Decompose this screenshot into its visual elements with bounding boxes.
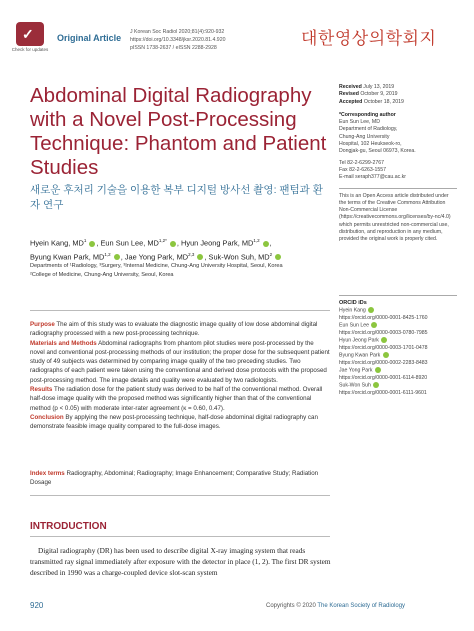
corr-label: *Corresponding author — [339, 111, 396, 118]
corr-line: Dongjak-gu, Seoul 06973, Korea. — [339, 148, 416, 155]
orcid-name: Hyein Kang — [339, 307, 366, 314]
abstract-conclusion-label: Conclusion — [30, 413, 64, 421]
abstract-results: The radiation dose for the patient study was derived to be half of the conventional method. Overall half-dose image quality with the proposed method was significantly higher than that of the conventional method (p < 0.05) with moderate inter-rater agreement (κ = 0.60, 0.47). — [30, 386, 323, 412]
index-terms-label: Index terms — [30, 470, 65, 477]
revised-date: October 9, 2019 — [360, 91, 398, 98]
divider — [339, 188, 457, 189]
article-sidebar — [339, 84, 457, 244]
orcid-name: Byung Kwan Park — [339, 352, 381, 359]
orcid-title: ORCID iDs — [339, 300, 367, 306]
article-title: Abdominal Digital Radiography with a Novel Post-Processing Technique: Phantom and Patient Studies — [30, 84, 327, 179]
author-list: Hyein Kang, $MD^1$ , Eun Sun Lee, $MD^{1,2*}$ , Hyun Jeong Park, MD$^{1,2}$ , Byung Kwan Park, MD$^{1,2}$ , Jae Yong Park, MD$^{2,3}$ , Suk-Won Suh, $MD^2$ — [30, 235, 330, 263]
author-name: Hyun Jeong Park, MD — [181, 238, 254, 248]
author-name: Eun Sun Lee, MD — [100, 238, 159, 248]
copyright-prefix: Copyrights © 2020 — [266, 603, 316, 609]
orcid-icon[interactable] — [371, 322, 377, 328]
author-name: Suk-Won Suh, MD — [208, 252, 270, 262]
corresponding-author — [339, 112, 457, 182]
corr-line: Chung-Ang University — [339, 133, 390, 140]
license-text: This is an Open Access article distributed under the terms of the Creative Commons Attribution Non-Commercial License (https://creativecommons.org/licenses/by-nc/4.0) which permits unrestricted non-commercial use, distribution, and reproduction in any medium, provided the original work is properly cited. — [339, 192, 451, 243]
author-name: Hyein Kang, MD — [30, 238, 84, 248]
author-affil-sup: 1,2* — [158, 238, 167, 243]
divider — [30, 310, 330, 311]
orcid-name: Jae Yong Park — [339, 367, 373, 374]
orcid-icon[interactable] — [197, 254, 203, 260]
orcid-name: Hyun Jeong Park — [339, 337, 379, 344]
orcid-url[interactable]: https://orcid.org/0000-0001-6114-8920 — [339, 374, 428, 381]
badge-label: Check for updates — [11, 47, 49, 52]
author-name: Jae Yong Park, MD — [124, 252, 189, 262]
abstract-methods: Abdominal radiographs from phantom pilot studies were post-processed by the novel and conventional post-processing methods of our institution; the proper dose for the subsequent patient study of 49 subjects was determined by comparing image quality of the two preceding studies. Two radiographs of each patient were taken using the conventional and derived dose protocols with the proposed post-processing method. The image details and quality were evaluated by two radiologists. — [30, 339, 330, 384]
accepted-label: Accepted — [339, 98, 363, 105]
received-date: July 13, 2019 — [363, 84, 395, 90]
author-affil-sup: 2,3 — [188, 251, 195, 257]
orcid-url[interactable]: https://orcid.org/0000-0001-6111-9601 — [339, 389, 427, 396]
affiliation-line: Departments of ¹Radiology, ³Surgery, ³Internal Medicine, Chung-Ang University Hospital, Seoul, Korea — [30, 263, 283, 269]
abstract-purpose-label: Purpose — [30, 321, 55, 328]
journal-doi-link[interactable]: https://doi.org/10.3348/jksr.2020.81.4.920 — [130, 37, 226, 43]
article-type: Original Article — [57, 33, 122, 43]
orcid-url[interactable]: https://orcid.org/0000-0003-0780-7985 — [339, 329, 428, 336]
orcid-icon[interactable] — [170, 241, 176, 247]
author-name: Byung Kwan Park, MD — [30, 252, 105, 262]
author-affil-sup: 2 — [269, 251, 273, 257]
orcid-icon[interactable] — [373, 382, 379, 388]
section-heading: INTRODUCTION — [30, 521, 107, 532]
index-terms-text: Radiography, Abdominal; Radiography; Image Enhancement; Comparative Study; Radiation Dosage — [30, 470, 319, 487]
orcid-icon[interactable] — [381, 337, 387, 343]
article-title-korean: 새로운 후처리 기술을 이용한 복부 디지털 방사선 촬영: 팬텀과 환자 연구 — [30, 184, 323, 211]
journal-citation: J Korean Soc Radiol 2020;81(4):920-932 — [130, 29, 225, 35]
orcid-icon[interactable] — [375, 367, 381, 373]
divider — [339, 295, 457, 296]
author-affil-sup: 1,2 — [253, 238, 260, 243]
check-for-updates-badge[interactable] — [11, 22, 49, 60]
orcid-icon[interactable] — [114, 254, 120, 260]
orcid-url[interactable]: https://orcid.org/0000-0001-8425-1760 — [339, 314, 428, 321]
orcid-icon[interactable] — [383, 352, 389, 358]
abstract-methods-label: Materials and Methods — [30, 339, 97, 347]
orcid-name: Eun Sun Lee — [339, 322, 369, 329]
journal-issn: pISSN 1738-2637 / eISSN 2288-2928 — [130, 45, 217, 51]
intro-paragraph: Digital radiography (DR) has been used to describe digital X-ray imaging system that reads transmitted ray signal immediately after exposure with the detector in place (1, 2). The first DR system described in 1990 was a charge-coupled device slot-scan system — [30, 546, 331, 577]
corr-tel: Tel 82-2-6299-2767 — [339, 159, 384, 166]
corr-line: Eun Sun Lee, MD — [339, 119, 380, 126]
journal-logo: 대한영상의학회지 — [301, 29, 437, 48]
copyright-brand: The Korean Society of Radiology — [317, 603, 406, 609]
author-affil-sup: 1 — [83, 238, 87, 243]
orcid-icon[interactable] — [89, 241, 95, 247]
affiliations — [30, 262, 330, 280]
abstract-conclusion: By applying the new post-processing technique, half-dose abdominal digital radiography can demonstrate feasible image quality compared to the full-dose images. — [30, 413, 318, 431]
corr-line: Hospital, 102 Heukseok-ro, — [339, 141, 402, 148]
orcid-url[interactable]: https://orcid.org/0000-0003-1701-0478 — [339, 344, 428, 351]
dates — [339, 84, 457, 106]
orcid-url[interactable]: https://orcid.org/0000-0002-2283-8483 — [339, 359, 428, 366]
revised-label: Revised — [339, 91, 359, 98]
corr-fax: Fax 82-2-6263-1557 — [339, 166, 387, 173]
divider — [30, 495, 330, 496]
copyright — [266, 603, 405, 609]
abstract-results-label: Results — [30, 386, 53, 394]
received-label: Received — [339, 84, 362, 90]
orcid-icon[interactable] — [275, 254, 281, 260]
corr-line: Department of Radiology, — [339, 126, 398, 133]
author-affil-sup: 1,2 — [104, 251, 111, 257]
divider — [30, 536, 330, 537]
check-icon: ✓ — [22, 26, 34, 42]
orcid-icon[interactable] — [368, 307, 374, 313]
corr-email[interactable]: E-mail seraph377@cau.ac.kr — [339, 174, 406, 181]
orcid-icon[interactable] — [263, 241, 269, 247]
orcid-name: Suk-Won Suh — [339, 382, 371, 389]
page-number: 920 — [30, 601, 44, 610]
affiliation-line: ²College of Medicine, Chung-Ang University, Seoul, Korea — [30, 272, 174, 278]
orcid-list — [339, 291, 457, 397]
abstract-purpose: The aim of this study was to evaluate the diagnostic image quality of low dose abdominal digital radiography processed with a new post-processing technique. — [30, 321, 318, 338]
accepted-date: October 18, 2019 — [363, 98, 404, 105]
index-terms — [30, 469, 330, 488]
abstract — [30, 320, 330, 432]
journal-info — [130, 28, 225, 52]
